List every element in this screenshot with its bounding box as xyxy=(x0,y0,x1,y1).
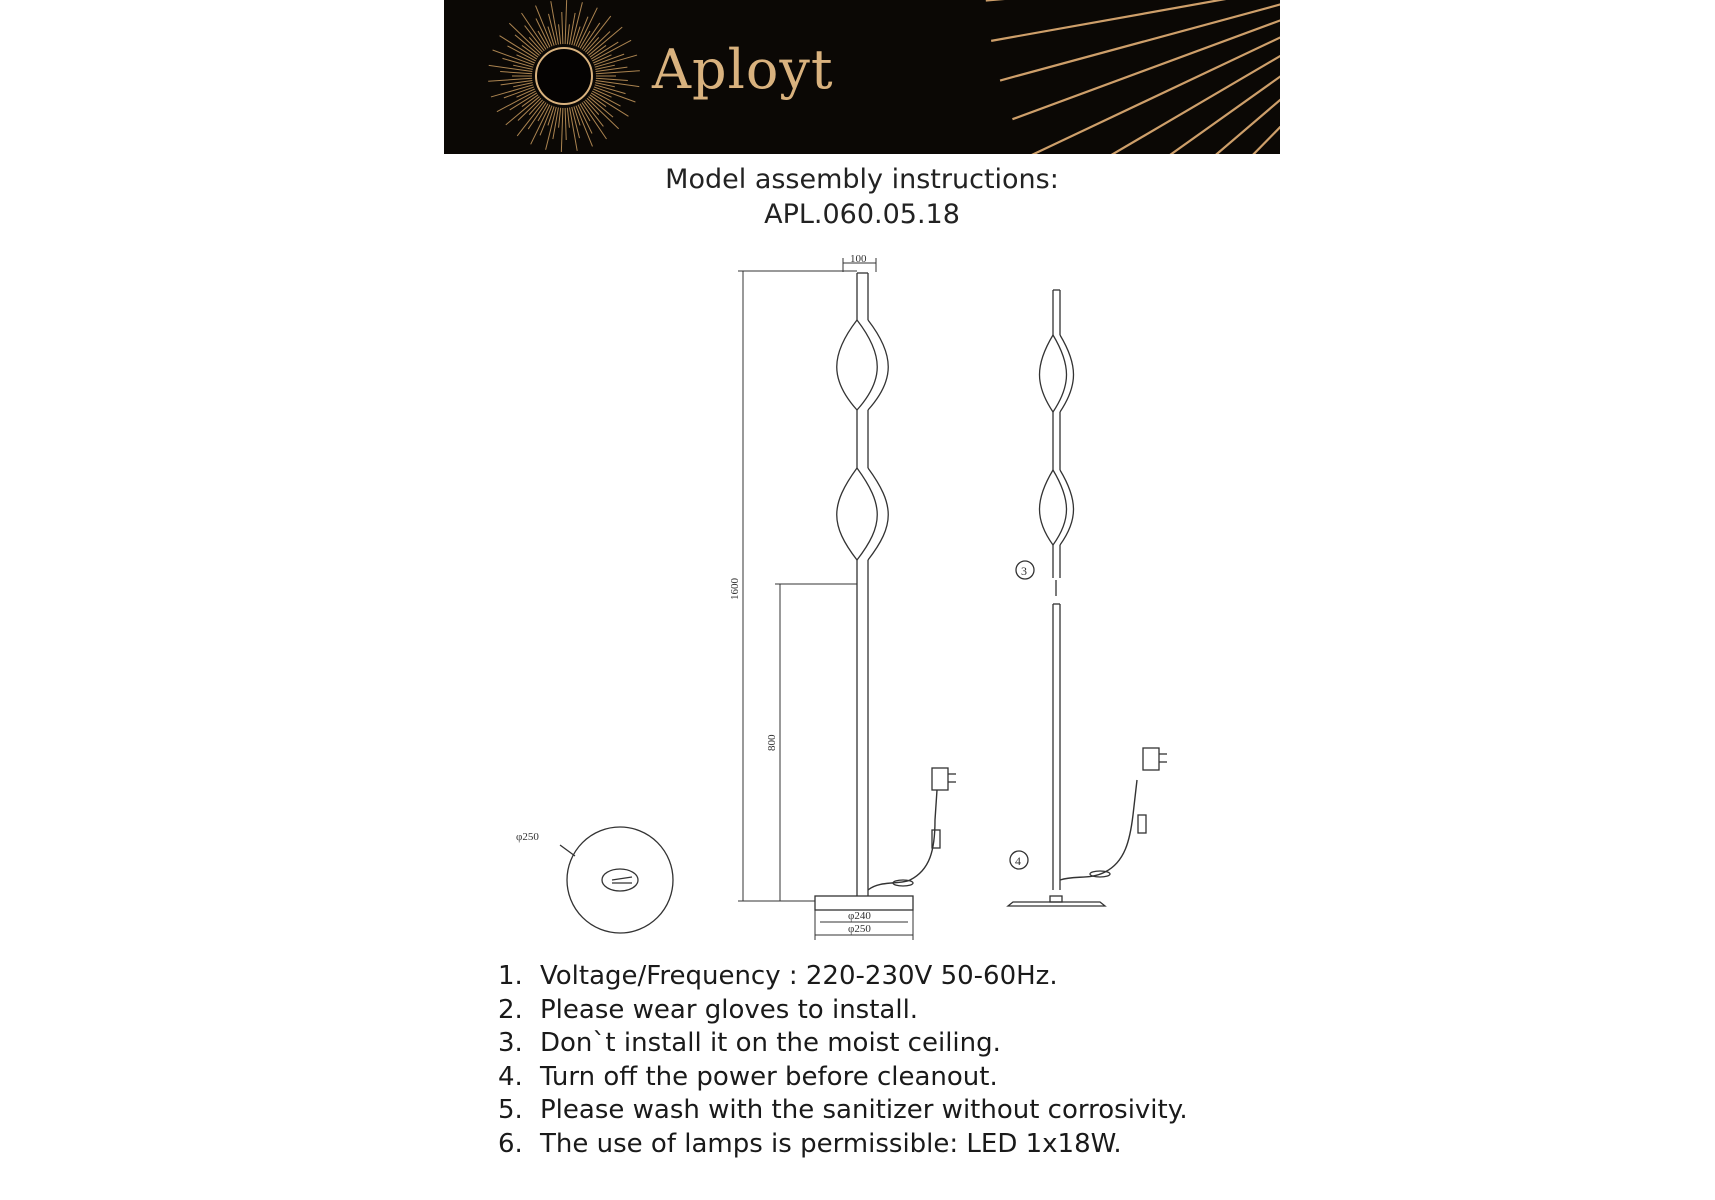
instruction-list xyxy=(498,960,1188,1161)
page-title: Model assembly instructions: xyxy=(665,164,1059,195)
dimension-lines xyxy=(738,258,913,940)
instruction-item: 1. Voltage/Frequency : 220-230V 50-60Hz. xyxy=(498,961,1058,991)
instruction-item: 6. The use of lamps is permissible: LED 1x18W. xyxy=(498,1128,1122,1159)
dim-base-outer: φ250 xyxy=(848,923,871,935)
brand-logo: Aployt xyxy=(652,38,834,101)
floor-lamp-exploded-view xyxy=(1008,290,1167,906)
instruction-item: 5. Please wash with the sanitizer without corrosivity. xyxy=(498,1095,1188,1125)
dim-stem-height: 800 xyxy=(766,734,778,751)
dim-base-plan: φ250 xyxy=(516,831,539,843)
dim-total-height: 1600 xyxy=(729,578,741,600)
floor-lamp-front-view xyxy=(815,273,956,910)
dim-top-width: 100 xyxy=(850,253,867,265)
model-number: APL.060.05.18 xyxy=(764,199,960,230)
callout-step-4: 4 xyxy=(1015,854,1021,868)
dim-base-inner: φ240 xyxy=(848,910,871,922)
instruction-item: 4. Turn off the power before cleanout. xyxy=(498,1061,998,1092)
callout-step-3: 3 xyxy=(1021,564,1027,578)
instruction-item: 3. Don`t install it on the moist ceiling. xyxy=(498,1028,1001,1058)
base-plan-view xyxy=(560,827,673,933)
instruction-item: 2. Please wear gloves to install. xyxy=(498,994,919,1025)
